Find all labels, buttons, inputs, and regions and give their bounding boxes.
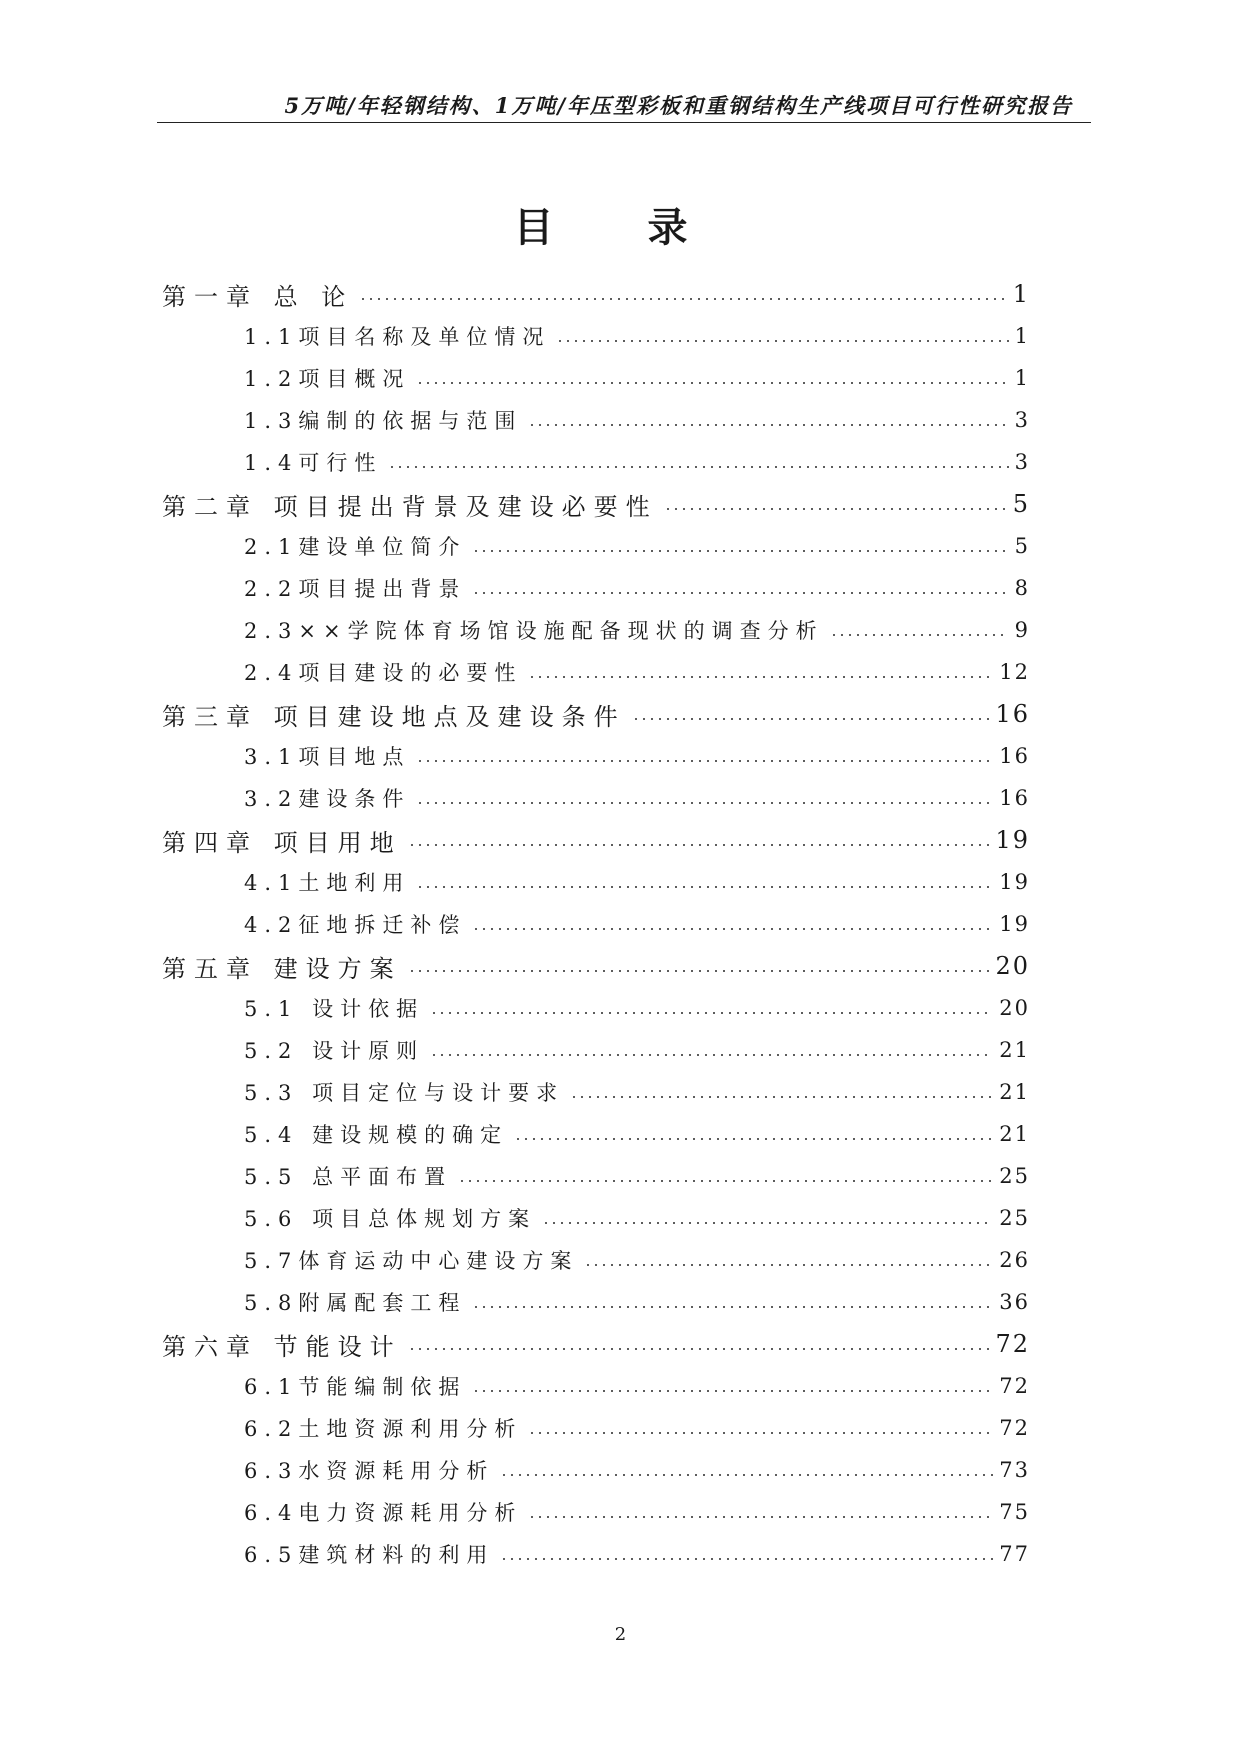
toc-section-entry[interactable] (162, 1113, 1030, 1155)
toc-entry-page: 20 (999, 996, 1030, 1020)
toc-section-entry[interactable] (162, 987, 1030, 1029)
toc-entry-page: 36 (999, 1290, 1030, 1314)
toc-leader-dots (472, 1390, 993, 1392)
toc-entry-label: 2.1建设单位简介 (244, 535, 467, 559)
toc-entry-page: 19 (995, 826, 1030, 854)
toc-leader-dots (416, 886, 993, 888)
toc-entry-label: 第二章 项目提出背景及建设必要性 (162, 492, 658, 521)
toc-leader-dots (528, 1432, 993, 1434)
toc-entry-page: 19 (999, 870, 1030, 894)
toc-section-entry[interactable] (162, 357, 1030, 399)
toc-entry-label: 2.3××学院体育场馆设施配备现状的调查分析 (244, 619, 824, 643)
toc-entry-label: 6.2土地资源利用分析 (244, 1417, 523, 1441)
toc-section-entry[interactable] (162, 1155, 1030, 1197)
toc-leader-dots (542, 1222, 993, 1224)
toc-leader-dots (584, 1264, 993, 1266)
toc-chapter-entry[interactable] (162, 693, 1030, 735)
toc-leader-dots (416, 382, 1008, 384)
toc-section-entry[interactable] (162, 441, 1030, 483)
toc-leader-dots (514, 1138, 993, 1140)
toc-leader-dots (416, 802, 993, 804)
toc-entry-page: 21 (999, 1038, 1030, 1062)
toc-entry-label: 1.1项目名称及单位情况 (244, 325, 551, 349)
toc-entry-page: 26 (999, 1248, 1030, 1272)
toc-entry-label: 第四章 项目用地 (162, 828, 402, 857)
toc-section-entry[interactable] (162, 567, 1030, 609)
toc-leader-dots (430, 1012, 993, 1014)
toc-leader-dots (664, 508, 1007, 510)
toc-entry-label: 5.2 设计原则 (244, 1039, 425, 1063)
toc-leader-dots (472, 928, 993, 930)
toc-section-entry[interactable] (162, 1491, 1030, 1533)
toc-entry-page: 72 (999, 1416, 1030, 1440)
toc-leader-dots (408, 844, 990, 846)
toc-entry-page: 77 (999, 1542, 1030, 1566)
toc-leader-dots (472, 592, 1008, 594)
toc-entry-page: 5 (1014, 534, 1030, 558)
toc-leader-dots (570, 1096, 993, 1098)
toc-leader-dots (458, 1180, 993, 1182)
toc-section-entry[interactable] (162, 1197, 1030, 1239)
toc-entry-page: 3 (1014, 450, 1030, 474)
toc-leader-dots (528, 1516, 993, 1518)
toc-leader-dots (528, 424, 1008, 426)
toc-leader-dots (408, 1348, 990, 1350)
toc-chapter-entry[interactable] (162, 1323, 1030, 1365)
toc-entry-label: 5.4 建设规模的确定 (244, 1123, 509, 1147)
toc-leader-dots (500, 1474, 993, 1476)
header-title: 5万吨/年轻钢结构、1万吨/年压型彩板和重钢结构生产线项目可行性研究报告 (284, 93, 1073, 118)
toc-entry-label: 第六章 节能设计 (162, 1332, 402, 1361)
toc-entry-page: 5 (1012, 490, 1030, 518)
toc-leader-dots (359, 298, 1006, 300)
toc-entry-label: 2.4项目建设的必要性 (244, 661, 523, 685)
toc-chapter-entry[interactable] (162, 273, 1030, 315)
toc-entry-label: 6.3水资源耗用分析 (244, 1459, 495, 1483)
toc-leader-dots (632, 718, 990, 720)
toc-chapter-entry[interactable] (162, 819, 1030, 861)
toc-entry-page: 72 (995, 1330, 1030, 1358)
toc-section-entry[interactable] (162, 861, 1030, 903)
toc-entry-page: 75 (999, 1500, 1030, 1524)
toc-entry-label: 3.1项目地点 (244, 745, 411, 769)
toc-leader-dots (556, 340, 1008, 342)
toc-entry-label: 5.8附属配套工程 (244, 1291, 467, 1315)
toc-entry-label: 第一章 总 论 (162, 282, 354, 311)
toc-entry-label: 4.2征地拆迁补偿 (244, 913, 467, 937)
toc-chapter-entry[interactable] (162, 945, 1030, 987)
toc-section-entry[interactable] (162, 735, 1030, 777)
toc-entry-page: 16 (995, 700, 1030, 728)
toc-entry-page: 3 (1014, 408, 1030, 432)
toc-section-entry[interactable] (162, 1449, 1030, 1491)
toc-section-entry[interactable] (162, 1239, 1030, 1281)
toc-leader-dots (472, 550, 1008, 552)
toc-section-entry[interactable] (162, 651, 1030, 693)
toc-section-entry[interactable] (162, 1029, 1030, 1071)
toc-entry-label: 3.2建设条件 (244, 787, 411, 811)
toc-entry-label: 4.1土地利用 (244, 871, 411, 895)
toc-section-entry[interactable] (162, 1281, 1030, 1323)
toc-chapter-entry[interactable] (162, 483, 1030, 525)
toc-leader-dots (408, 970, 990, 972)
toc-section-entry[interactable] (162, 1407, 1030, 1449)
toc-leader-dots (500, 1558, 993, 1560)
toc-section-entry[interactable] (162, 903, 1030, 945)
toc-entry-page: 16 (999, 786, 1030, 810)
toc-section-entry[interactable] (162, 525, 1030, 567)
toc-leader-dots (416, 760, 993, 762)
toc-leader-dots (830, 634, 1009, 636)
toc-entry-page: 1 (1014, 324, 1030, 348)
toc-entry-page: 16 (999, 744, 1030, 768)
toc-entry-label: 5.1 设计依据 (244, 997, 425, 1021)
toc-section-entry[interactable] (162, 315, 1030, 357)
toc-entry-label: 2.2项目提出背景 (244, 577, 467, 601)
toc-entry-page: 12 (999, 660, 1030, 684)
toc-entry-label: 6.5建筑材料的利用 (244, 1543, 495, 1567)
toc-entry-page: 73 (999, 1458, 1030, 1482)
toc-entry-label: 5.5 总平面布置 (244, 1165, 453, 1189)
toc-entry-page: 19 (999, 912, 1030, 936)
running-header (157, 90, 1091, 123)
toc-title: 目 录 (513, 204, 728, 251)
toc-entry-label: 1.4可行性 (244, 451, 383, 475)
toc-leader-dots (472, 1306, 993, 1308)
toc-entry-page: 25 (999, 1164, 1030, 1188)
toc-section-entry[interactable] (162, 1071, 1030, 1113)
toc-leader-dots (528, 676, 993, 678)
toc-entry-label: 第五章 建设方案 (162, 954, 402, 983)
toc-entry-page: 21 (999, 1122, 1030, 1146)
toc-section-entry[interactable] (162, 1533, 1030, 1575)
page-number: 2 (614, 1624, 627, 1645)
toc-entry-label: 5.7体育运动中心建设方案 (244, 1249, 579, 1273)
toc-entry-page: 8 (1014, 576, 1030, 600)
toc-section-entry[interactable] (162, 1365, 1030, 1407)
toc-entry-label: 6.4电力资源耗用分析 (244, 1501, 523, 1525)
toc-entry-label: 6.1节能编制依据 (244, 1375, 467, 1399)
toc-section-entry[interactable] (162, 609, 1030, 651)
toc-entry-label: 5.3 项目定位与设计要求 (244, 1081, 565, 1105)
toc-entry-page: 1 (1012, 280, 1030, 308)
toc-entry-page: 20 (995, 952, 1030, 980)
toc-entry-label: 5.6 项目总体规划方案 (244, 1207, 537, 1231)
toc-entry-label: 1.2项目概况 (244, 367, 411, 391)
toc-section-entry[interactable] (162, 777, 1030, 819)
toc-leader-dots (430, 1054, 993, 1056)
toc-entry-label: 1.3编制的依据与范围 (244, 409, 523, 433)
toc-entry-page: 72 (999, 1374, 1030, 1398)
toc-entry-page: 9 (1014, 618, 1030, 642)
toc-leader-dots (388, 466, 1008, 468)
table-of-contents (162, 273, 1030, 1575)
toc-entry-page: 25 (999, 1206, 1030, 1230)
toc-section-entry[interactable] (162, 399, 1030, 441)
toc-entry-page: 1 (1014, 366, 1030, 390)
toc-entry-label: 第三章 项目建设地点及建设条件 (162, 702, 626, 731)
toc-entry-page: 21 (999, 1080, 1030, 1104)
